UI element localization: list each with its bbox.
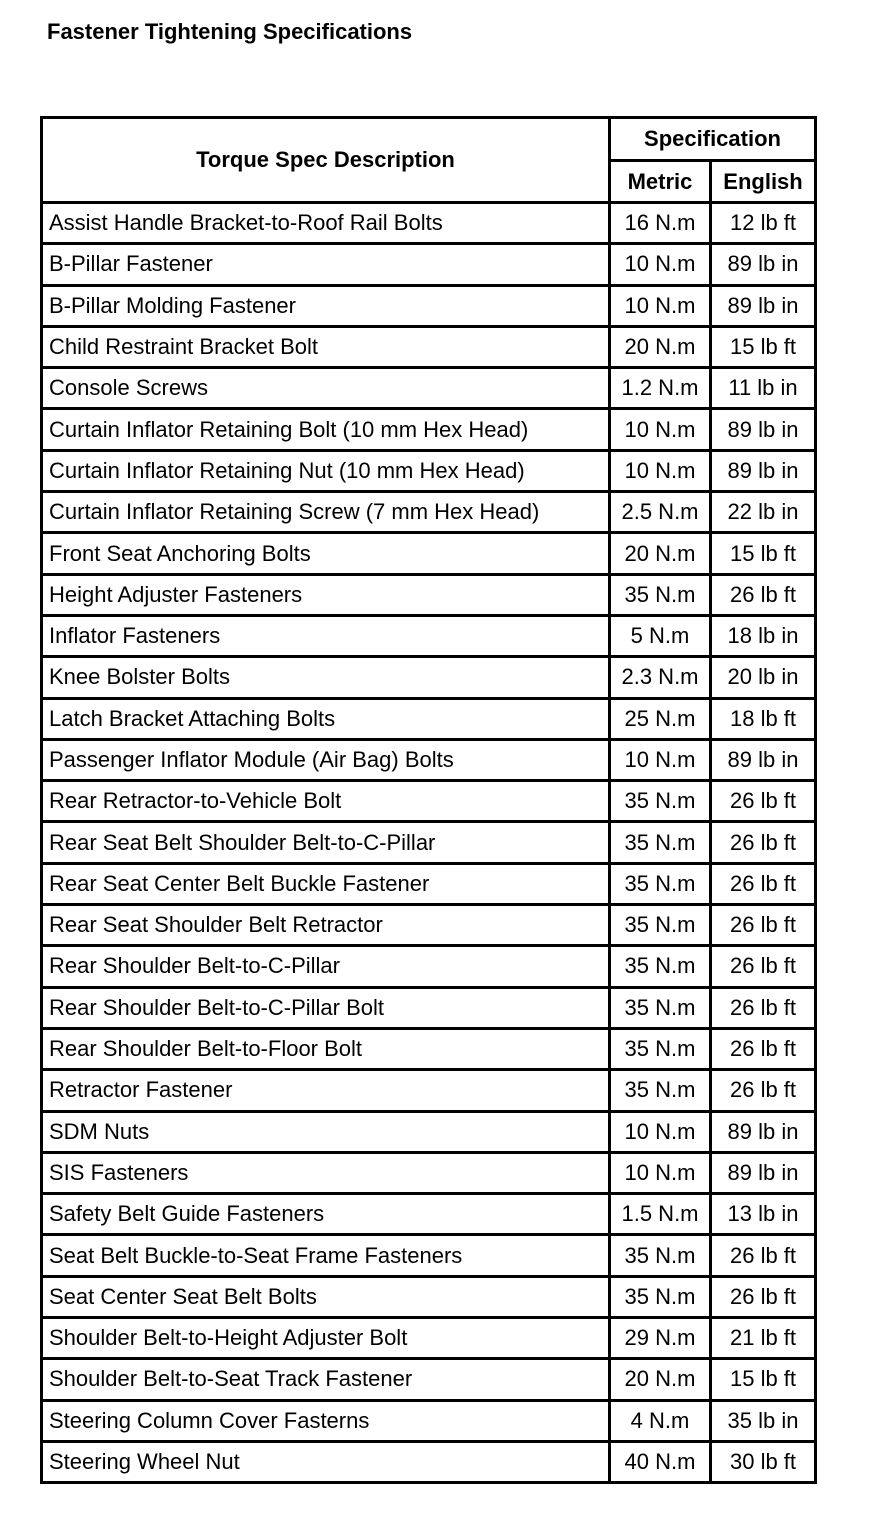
torque-description-cell: B-Pillar Fastener: [43, 245, 611, 286]
torque-description-cell: SIS Fasteners: [43, 1154, 611, 1195]
metric-value-cell: 10 N.m: [611, 410, 712, 451]
torque-description-cell: Height Adjuster Fasteners: [43, 576, 611, 617]
fastener-spec-table: [40, 116, 817, 1484]
torque-description-cell: Curtain Inflator Retaining Screw (7 mm Hex Head): [43, 493, 611, 534]
table-row: [43, 989, 814, 1030]
torque-description-cell: Rear Seat Belt Shoulder Belt-to-C-Pillar: [43, 823, 611, 864]
metric-value-cell: 35 N.m: [611, 1030, 712, 1071]
english-value-cell: 15 lb ft: [712, 1360, 814, 1401]
english-value-cell: 22 lb in: [712, 493, 814, 534]
metric-value-cell: 20 N.m: [611, 1360, 712, 1401]
specification-group-header: Specification: [611, 119, 814, 162]
english-value-cell: 26 lb ft: [712, 1278, 814, 1319]
english-value-cell: 89 lb in: [712, 1113, 814, 1154]
torque-description-cell: Passenger Inflator Module (Air Bag) Bolts: [43, 741, 611, 782]
english-value-cell: 15 lb ft: [712, 534, 814, 575]
english-column-header: English: [712, 162, 814, 204]
table-row: [43, 369, 814, 410]
english-value-cell: 89 lb in: [712, 452, 814, 493]
english-value-cell: 11 lb in: [712, 369, 814, 410]
english-value-cell: 15 lb ft: [712, 328, 814, 369]
page-title: Fastener Tightening Specifications: [47, 19, 413, 44]
english-value-cell: 89 lb in: [712, 741, 814, 782]
metric-value-cell: 35 N.m: [611, 1071, 712, 1112]
english-value-cell: 89 lb in: [712, 1154, 814, 1195]
description-column-header: Torque Spec Description: [43, 119, 611, 204]
english-value-cell: 30 lb ft: [729, 1449, 797, 1475]
torque-description-cell: Shoulder Belt-to-Seat Track Fastener: [43, 1360, 611, 1401]
torque-description-cell: Child Restraint Bracket Bolt: [43, 328, 611, 369]
english-value-cell: 89 lb in: [712, 410, 814, 451]
torque-description-cell: Safety Belt Guide Fasteners: [43, 1195, 611, 1236]
metric-value-cell: 35 N.m: [611, 865, 712, 906]
english-value-cell: 26 lb ft: [712, 906, 814, 947]
torque-description-cell: Seat Center Seat Belt Bolts: [43, 1278, 611, 1319]
table-row: [43, 328, 814, 369]
english-value-cell: 26 lb ft: [712, 989, 814, 1030]
english-value-cell: 26 lb ft: [712, 1071, 814, 1112]
torque-description-cell: Curtain Inflator Retaining Nut (10 mm Hex Head): [43, 452, 611, 493]
metric-value-cell: 2.5 N.m: [611, 493, 712, 534]
english-value-cell: 20 lb in: [712, 658, 814, 699]
table-row: [43, 617, 814, 658]
torque-description-cell: SDM Nuts: [43, 1113, 611, 1154]
table-row: [43, 493, 814, 534]
english-value-cell: 18 lb ft: [712, 700, 814, 741]
table-row: [43, 782, 814, 823]
torque-description-cell: Rear Seat Center Belt Buckle Fastener: [43, 865, 611, 906]
table-row: [43, 1113, 814, 1154]
torque-description-cell: Rear Seat Shoulder Belt Retractor: [43, 906, 611, 947]
table-row: [43, 947, 814, 988]
metric-column-header: Metric: [611, 162, 712, 204]
metric-value-cell: 35 N.m: [611, 1278, 712, 1319]
table-row: [43, 1195, 814, 1236]
metric-value-cell: 35 N.m: [611, 576, 712, 617]
table-row: [43, 410, 814, 451]
english-value-cell: 21 lb ft: [712, 1319, 814, 1360]
table-row: [43, 245, 814, 286]
metric-value-cell: 35 N.m: [611, 823, 712, 864]
torque-description-cell: Steering Wheel Nut: [43, 1443, 611, 1481]
table-row: [43, 204, 814, 245]
table-row: [43, 1278, 814, 1319]
metric-value-cell: 35 N.m: [611, 906, 712, 947]
metric-value-cell: 10 N.m: [611, 245, 712, 286]
metric-value-cell: 1.5 N.m: [611, 1195, 712, 1236]
torque-description-cell: Knee Bolster Bolts: [43, 658, 611, 699]
torque-description-cell: Seat Belt Buckle-to-Seat Frame Fasteners: [43, 1236, 611, 1277]
table-row: [43, 1236, 814, 1277]
english-value-cell: 26 lb ft: [712, 947, 814, 988]
torque-description-cell: B-Pillar Molding Fastener: [43, 287, 611, 328]
metric-value-cell: 35 N.m: [611, 989, 712, 1030]
table-row: [43, 1154, 814, 1195]
table-row: [43, 534, 814, 575]
torque-description-cell: Rear Shoulder Belt-to-C-Pillar: [43, 947, 611, 988]
torque-description-cell: Rear Retractor-to-Vehicle Bolt: [43, 782, 611, 823]
metric-value-cell: 35 N.m: [611, 1236, 712, 1277]
table-row: [43, 1360, 814, 1401]
metric-value-cell: 20 N.m: [611, 534, 712, 575]
english-value-cell: 26 lb ft: [712, 1030, 814, 1071]
english-value-cell: 26 lb ft: [712, 823, 814, 864]
metric-value-cell: 25 N.m: [611, 700, 712, 741]
english-value-cell: 18 lb in: [712, 617, 814, 658]
metric-value-cell: 10 N.m: [611, 1154, 712, 1195]
torque-description-cell: Front Seat Anchoring Bolts: [43, 534, 611, 575]
table-body: [43, 204, 814, 1481]
english-value-cell: 26 lb ft: [712, 782, 814, 823]
torque-description-cell: Shoulder Belt-to-Height Adjuster Bolt: [43, 1319, 611, 1360]
english-value-cell: 35 lb in: [712, 1402, 814, 1443]
torque-description-cell: Steering Column Cover Fasterns: [43, 1402, 611, 1443]
metric-value-cell: 1.2 N.m: [611, 369, 712, 410]
english-value-cell: 26 lb ft: [712, 865, 814, 906]
table-row: [43, 576, 814, 617]
table-row: [43, 1030, 814, 1071]
torque-description-cell: Inflator Fasteners: [43, 617, 611, 658]
table-row: [43, 452, 814, 493]
english-value-cell: 89 lb in: [712, 245, 814, 286]
english-value-cell: 89 lb in: [712, 287, 814, 328]
torque-description-cell: Retractor Fastener: [43, 1071, 611, 1112]
torque-description-cell: Latch Bracket Attaching Bolts: [43, 700, 611, 741]
english-value-cell: 26 lb ft: [712, 1236, 814, 1277]
english-value-cell: 12 lb ft: [712, 204, 814, 245]
metric-value-cell: 10 N.m: [611, 741, 712, 782]
table-row: [43, 1071, 814, 1112]
table-row: [43, 1443, 814, 1481]
torque-description-cell: Rear Shoulder Belt-to-C-Pillar Bolt: [43, 989, 611, 1030]
table-row: [43, 1319, 814, 1360]
metric-value-cell: 5 N.m: [611, 617, 712, 658]
torque-description-cell: Rear Shoulder Belt-to-Floor Bolt: [43, 1030, 611, 1071]
table-row: [43, 658, 814, 699]
torque-description-cell: Assist Handle Bracket-to-Roof Rail Bolts: [43, 204, 611, 245]
metric-value-cell: 16 N.m: [611, 204, 712, 245]
metric-value-cell: 10 N.m: [611, 1113, 712, 1154]
english-value-cell: 26 lb ft: [712, 576, 814, 617]
table-row: [43, 865, 814, 906]
metric-value-cell: 20 N.m: [611, 328, 712, 369]
metric-value-cell: 10 N.m: [611, 452, 712, 493]
metric-value-cell: 35 N.m: [611, 782, 712, 823]
metric-value-cell: 29 N.m: [611, 1319, 712, 1360]
table-row: [43, 287, 814, 328]
english-value-cell: 13 lb in: [712, 1195, 814, 1236]
table-row: [43, 700, 814, 741]
metric-value-cell: 10 N.m: [611, 287, 712, 328]
table-row: [43, 823, 814, 864]
table-row: [43, 906, 814, 947]
metric-value-cell: 40 N.m: [611, 1443, 712, 1481]
metric-value-cell: 4 N.m: [611, 1402, 712, 1443]
table-row: [43, 741, 814, 782]
metric-value-cell: 2.3 N.m: [611, 658, 712, 699]
metric-value-cell: 35 N.m: [611, 947, 712, 988]
table-row: [43, 1402, 814, 1443]
torque-description-cell: Console Screws: [43, 369, 611, 410]
torque-description-cell: Curtain Inflator Retaining Bolt (10 mm Hex Head): [43, 410, 611, 451]
